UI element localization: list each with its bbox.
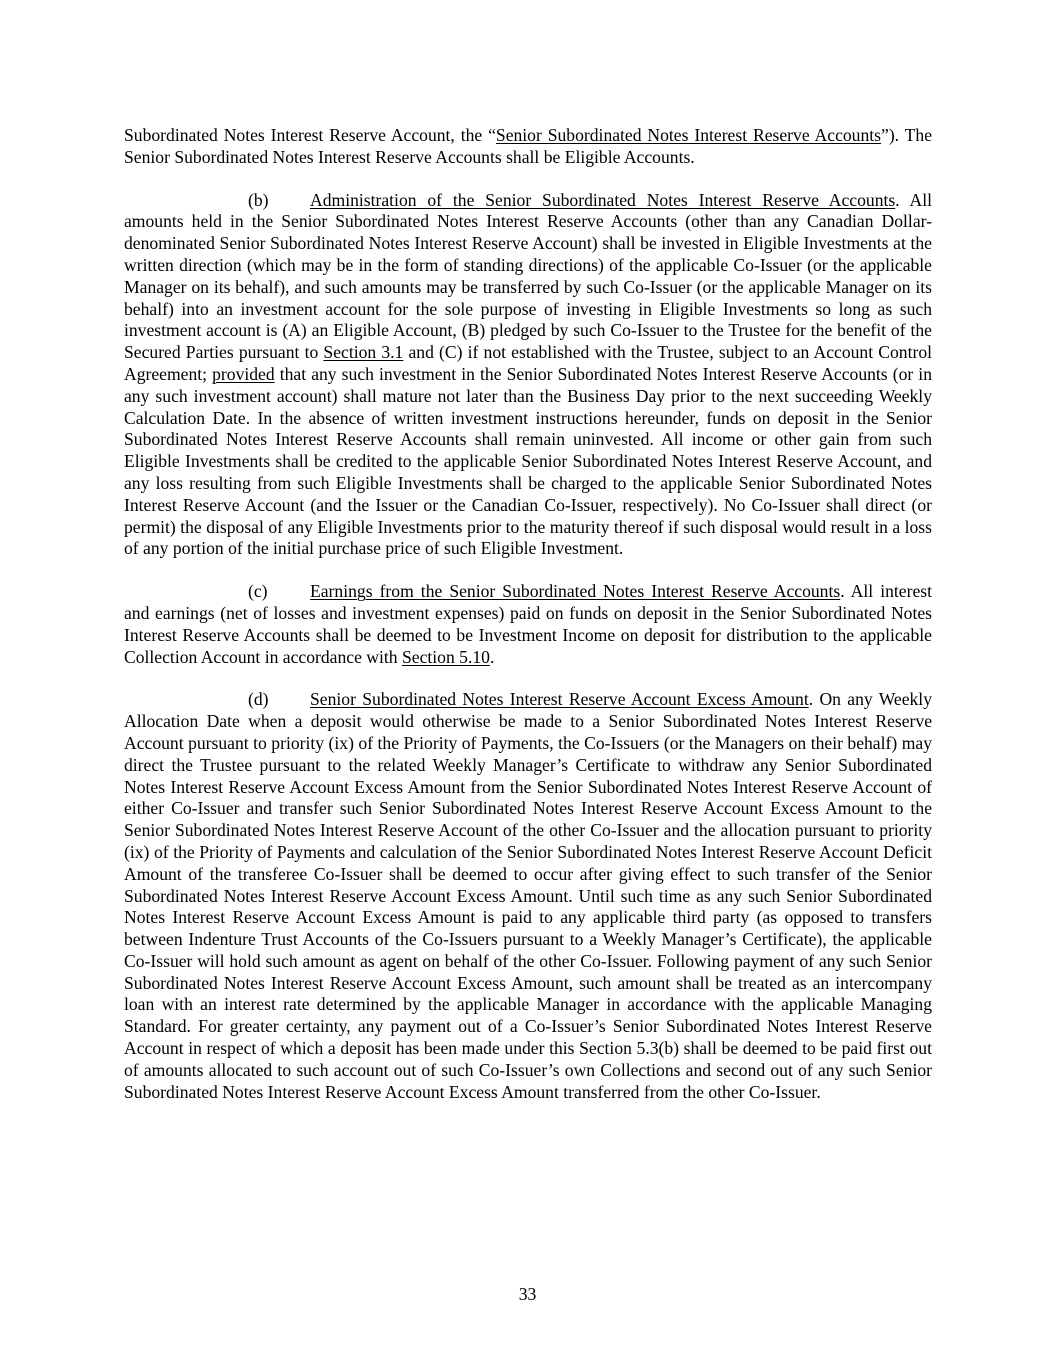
provided-term: provided (212, 363, 275, 384)
document-body (124, 125, 932, 1124)
paragraph-b (124, 190, 932, 561)
intro-text-1: Subordinated Notes Interest Reserve Account, the “ (124, 125, 496, 145)
section-reference: Section 5.10 (402, 646, 490, 667)
paragraph-b-heading: Administration of the Senior Subordinated Notes Interest Reserve Accounts (310, 189, 896, 210)
paragraph-d-text-1: . On any Weekly Allocation Date when a deposit would otherwise be made to a Senior Subordinated Notes Interest Reserve Account pursuant to priority (ix) of the Priority of Payments, the Co-Issuers (or the Managers on their behalf) may direct the Trustee pursuant to the related Weekly Manager’s Certificate to withdraw any Senior Subordinated Notes Interest Reserve Account Excess Amount from the Senior Subordinated Notes Interest Reserve Account of either Co-Issuer and transfer such Senior Subordinated Notes Interest Reserve Account Excess Amount to the Senior Subordinated Notes Interest Reserve Account of the other Co-Issuer and the allocation pursuant to priority (ix) of the Priority of Payments and calculation of the Senior Subordinated Notes Interest Reserve Account Deficit Amount of the transferee Co-Issuer shall be deemed to occur after giving effect to such transfer of the Senior Subordinated Notes Interest Reserve Account Excess Amount. Until such time as any such Senior Subordinated Notes Interest Reserve Account Excess Amount is paid to any applicable third party (as opposed to transfers between Indenture Trust Accounts of the Co-Issuers pursuant to a Weekly Manager’s Certificate), the applicable Co-Issuer will hold such amount as agent on behalf of the other Co-Issuer. Following payment of any such Senior Subordinated Notes Interest Reserve Account Excess Amount, such amount shall be treated as an intercompany loan with an interest rate determined by the applicable Manager in accordance with the applicable Managing Standard. For greater certainty, any payment out of a Co-Issuer’s Senior Subordinated Notes Interest Reserve Account in respect of which a deposit has been made under this Section 5.3(b) shall be deemed to be paid first out of amounts allocated to such account out of such Co-Issuer’s own Collections and second out of any such Senior Subordinated Notes Interest Reserve Account Excess Amount transferred from the other Co-Issuer. (124, 689, 932, 1102)
section-reference: Section 3.1 (323, 342, 404, 363)
paragraph-c-heading: Earnings from the Senior Subordinated Notes Interest Reserve Accounts (310, 581, 841, 602)
paragraph-b-label: (b) (248, 189, 269, 210)
paragraph-c-label: (c) (248, 581, 268, 602)
paragraph-c-text-1: . All interest and earnings (net of losses and investment expenses) paid on funds on deposit in the Senior Subordinated Notes Interest Reserve Accounts shall be deemed to be Investment Income on deposit for distribution to the applicable Collection Account in accordance with (124, 581, 932, 667)
paragraph-c (124, 581, 932, 668)
intro-text-2: ”). The Senior Subordinated Notes Interest Reserve Accounts shall be Eligible Accounts. (124, 125, 932, 167)
page-number: 33 (518, 1284, 537, 1304)
paragraph-b-text-3: that any such investment in the Senior Subordinated Notes Interest Reserve Accounts (or in any such investment account) shall mature not later than the Business Day prior to the next succeeding Weekly Calculation Date. In the absence of written investment instructions hereunder, funds on deposit in the Senior Subordinated Notes Interest Reserve Accounts shall remain uninvested. All income or other gain from such Eligible Investments shall be credited to the applicable Senior Subordinated Notes Interest Reserve Account, and any loss resulting from such Eligible Investments shall be charged to the applicable Senior Subordinated Notes Interest Reserve Account (and the Issuer or the Canadian Co-Issuer, respectively). No Co-Issuer shall direct (or permit) the disposal of any Eligible Investments prior to the maturity thereof if such disposal would result in a loss of any portion of the initial purchase price of such Eligible Investment. (124, 363, 932, 559)
paragraph-d-heading: Senior Subordinated Notes Interest Reserve Account Excess Amount (310, 689, 809, 710)
paragraph-c-text-2: . (489, 646, 495, 667)
paragraph-d-label: (d) (248, 689, 269, 710)
paragraph-d (124, 689, 932, 1103)
paragraph-b-text-1: . All amounts held in the Senior Subordinated Notes Interest Reserve Accounts (other than any Canadian Dollar-denominated Senior Subordinated Notes Interest Reserve Account) shall be invested in Eligible Investments at the written direction (which may be in the form of standing directions) of the applicable Co-Issuer (or the applicable Manager on its behalf), and such amounts may be transferred by such Co-Issuer (or the applicable Manager on its behalf) into an investment account for the sole purpose of investing in Eligible Investments so long as such investment account is (A) an Eligible Account, (B) pledged by such Co-Issuer to the Trustee for the benefit of the Secured Parties pursuant to (124, 189, 932, 363)
defined-term: Senior Subordinated Notes Interest Reserve Accounts (495, 125, 882, 145)
intro-paragraph (124, 125, 932, 169)
paragraph-b-text-2: and (C) if not established with the Trustee, subject to an Account Control Agreement; (124, 342, 933, 384)
